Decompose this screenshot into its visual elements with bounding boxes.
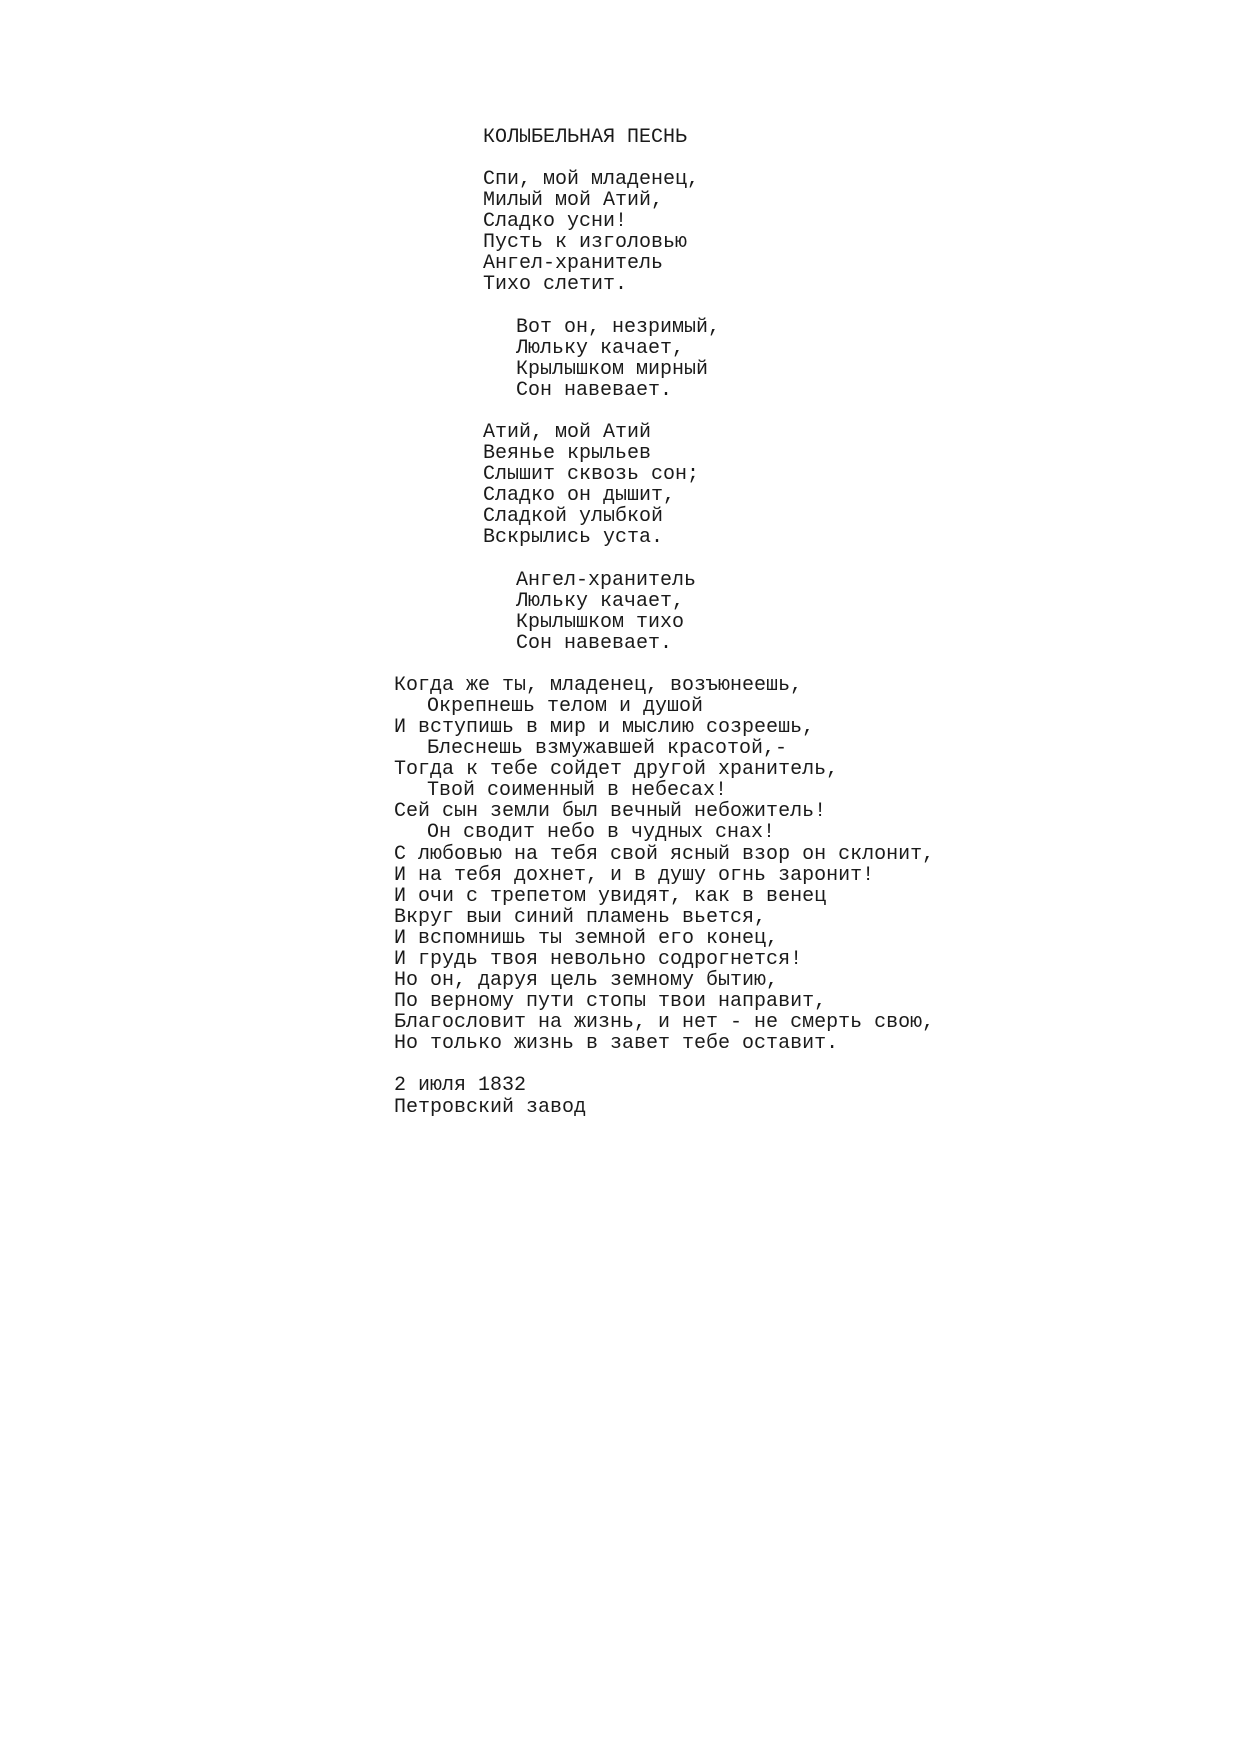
poem-title: КОЛЫБЕЛЬНАЯ ПЕСНЬ — [483, 126, 688, 149]
poem-line: Слышит сквозь сон; — [483, 463, 700, 486]
poem-line: Крылышком тихо — [516, 611, 685, 634]
poem-line: И очи с трепетом увидят, как в венец — [394, 885, 827, 908]
poem-line: Вот он, незримый, — [516, 316, 721, 339]
poem-line: Когда же ты, младенец, возъюнеешь, — [394, 674, 803, 697]
poem-line: Ангел-хранитель — [516, 569, 697, 592]
poem-line: Тогда к тебе сойдет другой хранитель, — [394, 758, 839, 781]
poem-line: Люльку качает, — [516, 337, 685, 360]
poem-line: И на тебя дохнет, и в душу огнь заронит! — [394, 864, 875, 887]
poem-line: Окрепнешь телом и душой — [427, 695, 704, 718]
poem-line: Сон навевает. — [516, 632, 673, 655]
poem-line: Сон навевает. — [516, 379, 673, 402]
poem-line: Сладко усни! — [483, 210, 628, 233]
poem-line: Он сводит небо в чудных снах! — [427, 821, 776, 844]
poem-line: Ангел-хранитель — [483, 252, 664, 275]
poem-line: И грудь твоя невольно содрогнется! — [394, 948, 803, 971]
poem-line: Сладкой улыбкой — [483, 505, 664, 528]
poem-line: Тихо слетит. — [483, 273, 628, 296]
poem-line: Милый мой Атий, — [483, 189, 664, 212]
poem-line: Веянье крыльев — [483, 442, 652, 465]
poem-line: Вскрылись уста. — [483, 526, 664, 549]
poem-line: Сладко он дышит, — [483, 484, 676, 507]
poem-line: И вспомнишь ты земной его конец, — [394, 927, 779, 950]
poem-line: Блеснешь взмужавшей красотой,- — [427, 737, 788, 760]
poem-line: Пусть к изголовью — [483, 231, 688, 254]
poem-line: Твой соименный в небесах! — [427, 779, 728, 802]
poem-place: Петровский завод — [394, 1096, 587, 1119]
poem-line: Но только жизнь в завет тебе оставит. — [394, 1032, 839, 1055]
poem-date: 2 июля 1832 — [394, 1074, 527, 1097]
poem-line: Крылышком мирный — [516, 358, 709, 381]
poem-line: С любовью на тебя свой ясный взор он склонит, — [394, 843, 935, 866]
poem-line: И вступишь в мир и мыслию созреешь, — [394, 716, 815, 739]
poem-line: Но он, даруя цель земному бытию, — [394, 969, 779, 992]
poem-line: Благословит на жизнь, и нет - не смерть свою, — [394, 1011, 935, 1034]
poem-line: Спи, мой младенец, — [483, 168, 700, 191]
poem-line: Сей сын земли был вечный небожитель! — [394, 800, 827, 823]
poem-line: Вкруг выи синий пламень вьется, — [394, 906, 767, 929]
poem-line: Атий, мой Атий — [483, 421, 652, 444]
poem-line: Люльку качает, — [516, 590, 685, 613]
poem-line: По верному пути стопы твои направит, — [394, 990, 827, 1013]
